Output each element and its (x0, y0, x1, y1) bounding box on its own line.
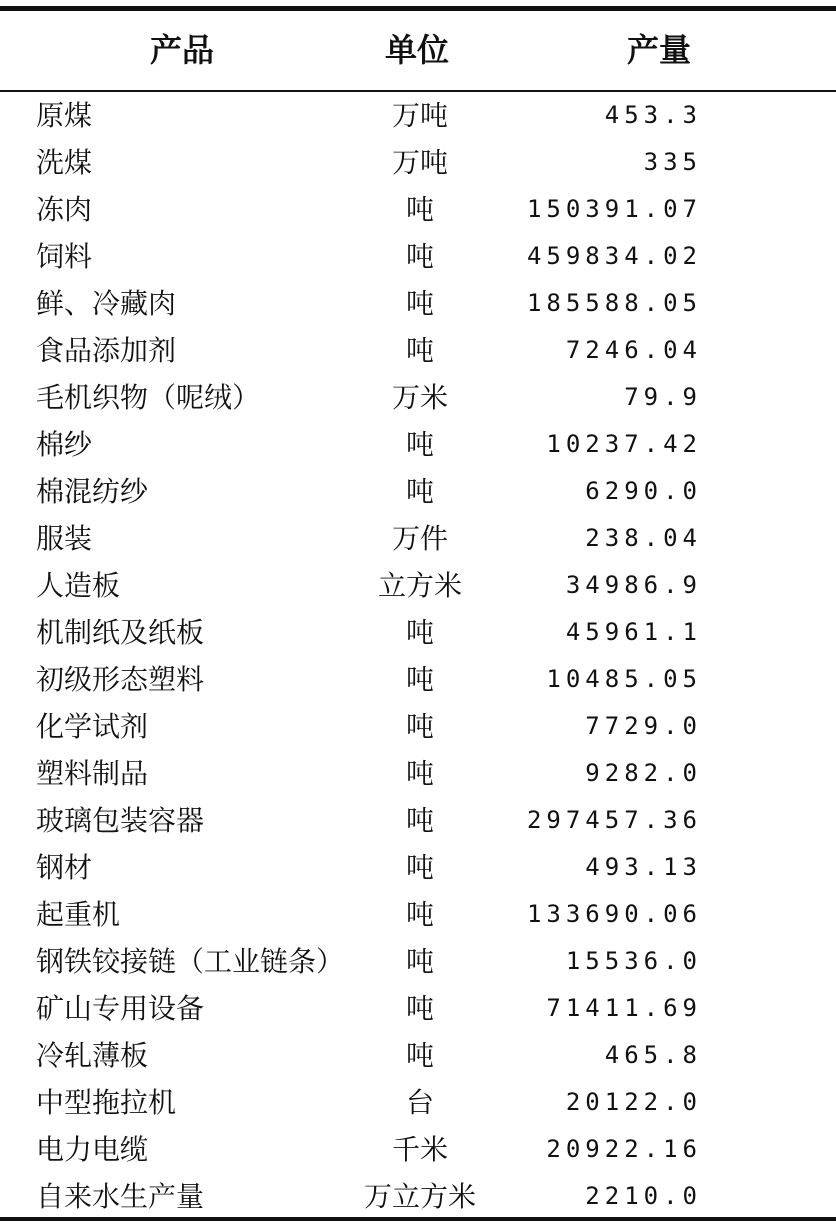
product-cell: 电力电缆 (36, 1133, 149, 1166)
quantity-cell: 150391.07 (526, 195, 702, 223)
unit-cell: 吨 (405, 663, 434, 696)
quantity-cell: 15536.0 (565, 947, 702, 975)
quantity-cell: 9282.0 (585, 759, 702, 787)
table-row (0, 92, 836, 139)
quantity-cell: 185588.05 (526, 289, 702, 317)
table-row (0, 703, 836, 750)
unit-cell: 吨 (405, 804, 434, 837)
product-cell: 冷轧薄板 (36, 1039, 149, 1072)
table-row (0, 750, 836, 797)
table-row (0, 844, 836, 891)
unit-cell: 吨 (405, 710, 434, 743)
unit-cell: 吨 (405, 945, 434, 978)
unit-cell: 吨 (405, 475, 434, 508)
product-cell: 初级形态塑料 (36, 663, 205, 696)
unit-cell: 吨 (405, 757, 434, 790)
table-row (0, 1079, 836, 1126)
unit-cell: 万吨 (391, 99, 448, 132)
unit-cell: 吨 (405, 851, 434, 884)
table-row (0, 468, 836, 515)
table-row (0, 797, 836, 844)
table-row (0, 186, 836, 233)
quantity-cell: 20122.0 (565, 1088, 702, 1116)
quantity-cell: 493.13 (585, 853, 702, 881)
unit-cell: 台 (405, 1086, 434, 1119)
unit-cell: 万米 (391, 381, 448, 414)
quantity-cell: 6290.0 (585, 477, 702, 505)
quantity-cell: 45961.1 (565, 618, 702, 646)
table-row (0, 609, 836, 656)
table-bottom-rule (0, 1217, 836, 1221)
table-row (0, 280, 836, 327)
product-cell: 钢铁铰接链（工业链条） (36, 945, 345, 978)
unit-cell: 吨 (405, 287, 434, 320)
product-cell: 起重机 (36, 898, 121, 931)
product-cell: 矿山专用设备 (36, 992, 205, 1025)
product-cell: 洗煤 (36, 146, 93, 179)
unit-cell: 万吨 (391, 146, 448, 179)
quantity-cell: 2210.0 (585, 1182, 702, 1210)
product-cell: 原煤 (36, 99, 93, 132)
product-cell: 冻肉 (36, 193, 93, 226)
table-row (0, 327, 836, 374)
unit-cell: 立方米 (377, 569, 462, 602)
table-header (0, 11, 836, 90)
header-quantity: 产量 (627, 31, 692, 69)
product-cell: 鲜、冷藏肉 (36, 287, 177, 320)
table-row (0, 985, 836, 1032)
quantity-cell: 453.3 (604, 101, 702, 129)
product-cell: 玻璃包装容器 (36, 804, 205, 837)
unit-cell: 吨 (405, 616, 434, 649)
product-cell: 服装 (36, 522, 93, 555)
product-cell: 饲料 (36, 240, 93, 273)
quantity-cell: 465.8 (604, 1041, 702, 1069)
table-row (0, 656, 836, 703)
quantity-cell: 7246.04 (565, 336, 702, 364)
quantity-cell: 7729.0 (585, 712, 702, 740)
quantity-cell: 10237.42 (546, 430, 702, 458)
product-cell: 棉混纺纱 (36, 475, 149, 508)
table-row (0, 938, 836, 985)
table-row (0, 139, 836, 186)
product-cell: 中型拖拉机 (36, 1086, 177, 1119)
unit-cell: 万件 (391, 522, 448, 555)
quantity-cell: 79.9 (624, 383, 702, 411)
unit-cell: 吨 (405, 240, 434, 273)
quantity-cell: 133690.06 (526, 900, 702, 928)
table-row (0, 1032, 836, 1079)
product-cell: 塑料制品 (36, 757, 149, 790)
quantity-cell: 335 (643, 148, 702, 176)
table-body (0, 92, 836, 1220)
quantity-cell: 20922.16 (546, 1135, 702, 1163)
table-row (0, 891, 836, 938)
quantity-cell: 34986.9 (565, 571, 702, 599)
unit-cell: 吨 (405, 334, 434, 367)
product-cell: 自来水生产量 (36, 1180, 205, 1213)
table-row (0, 233, 836, 280)
product-cell: 钢材 (36, 851, 93, 884)
quantity-cell: 459834.02 (526, 242, 702, 270)
unit-cell: 吨 (405, 992, 434, 1025)
unit-cell: 吨 (405, 193, 434, 226)
product-cell: 人造板 (36, 569, 121, 602)
quantity-cell: 71411.69 (546, 994, 702, 1022)
product-cell: 棉纱 (36, 428, 93, 461)
unit-cell: 千米 (391, 1133, 448, 1166)
unit-cell: 吨 (405, 898, 434, 931)
header-unit: 单位 (385, 31, 450, 69)
table-row (0, 515, 836, 562)
quantity-cell: 10485.05 (546, 665, 702, 693)
unit-cell: 万立方米 (363, 1180, 476, 1213)
table-row (0, 562, 836, 609)
product-cell: 食品添加剂 (36, 334, 177, 367)
product-cell: 毛机织物（呢绒） (36, 381, 261, 414)
unit-cell: 吨 (405, 1039, 434, 1072)
quantity-cell: 297457.36 (526, 806, 702, 834)
quantity-cell: 238.04 (585, 524, 702, 552)
unit-cell: 吨 (405, 428, 434, 461)
product-cell: 化学试剂 (36, 710, 149, 743)
header-product: 产品 (150, 31, 215, 69)
table-row (0, 421, 836, 468)
table-row (0, 1173, 836, 1220)
table-row (0, 1126, 836, 1173)
product-cell: 机制纸及纸板 (36, 616, 205, 649)
table-row (0, 374, 836, 421)
